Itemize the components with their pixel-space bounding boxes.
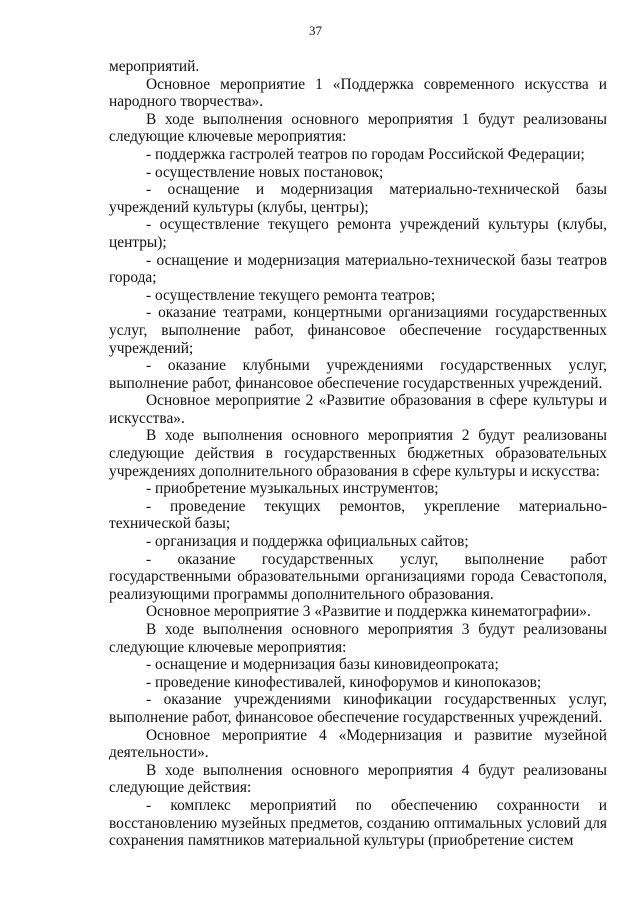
- paragraph: В ходе выполнения основного мероприятия 2 будут реализованы следующие действия в государственных бюджетных образовательных учреждениях дополнительного образования в сфере культуры и искусства:: [109, 427, 607, 480]
- list-item: - оснащение и модернизация материально-технической базы театров города;: [109, 251, 607, 287]
- list-item: - поддержка гастролей театров по городам Российской Федерации;: [146, 145, 585, 163]
- paragraph: Основное мероприятие 4 «Модернизация и развитие музейной деятельности».: [109, 726, 607, 762]
- paragraph: мероприятий.: [109, 58, 200, 75]
- paragraph: В ходе выполнения основного мероприятия 3 будут реализованы следующие ключевые мероприятия:: [109, 621, 607, 656]
- list-item: - оказание клубными учреждениями государственных услуг, выполнение работ, финансовое обеспечение государственных учреждений.: [109, 357, 607, 392]
- paragraph: В ходе выполнения основного мероприятия 4 будут реализованы следующие действия:: [109, 761, 607, 797]
- page-number: 37: [309, 23, 322, 38]
- list-item: - оснащение и модернизация базы киновидеопроката;: [146, 656, 499, 674]
- list-item: - организация и поддержка официальных сайтов;: [146, 533, 469, 551]
- list-item: - оснащение и модернизация материально-технической базы учреждений культуры (клубы, центры);: [109, 181, 607, 216]
- list-item: - осуществление новых постановок;: [146, 163, 384, 181]
- paragraph: Основное мероприятие 3 «Развитие и поддержка кинематографии».: [146, 603, 591, 621]
- list-item: - проведение кинофестивалей, кинофорумов и кинопоказов;: [146, 673, 542, 691]
- list-item: - приобретение музыкальных инструментов;: [146, 480, 439, 498]
- paragraph: Основное мероприятие 1 «Поддержка современного искусства и народного творчества».: [109, 75, 607, 111]
- paragraph: В ходе выполнения основного мероприятия 1 будут реализованы следующие ключевые мероприятия:: [109, 110, 607, 146]
- list-item: - оказание государственных услуг, выполнение работ государственными образовательными организациями города Севастополя, реализующими программы дополнительного образования.: [109, 550, 607, 603]
- list-item: - оказание театрами, концертными организациями государственных услуг, выполнение работ, финансовое обеспечение государственных учреждений;: [109, 304, 607, 357]
- list-item: - проведение текущих ремонтов, укрепление материально-технической базы;: [109, 497, 607, 533]
- list-item: - осуществление текущего ремонта театров;: [146, 286, 436, 304]
- paragraph: Основное мероприятие 2 «Развитие образования в сфере культуры и искусства».: [109, 392, 607, 427]
- list-item: - комплекс мероприятий по обеспечению сохранности и восстановлению музейных предметов, созданию оптимальных условий для сохранения памятников материальной культуры (приобретение систем: [109, 796, 607, 850]
- list-item: - осуществление текущего ремонта учреждений культуры (клубы, центры);: [109, 216, 607, 251]
- list-item: - оказание учреждениями кинофикации государственных услуг, выполнение работ, финансовое обеспечение государственных учреждений.: [109, 691, 607, 726]
- document-body: [109, 58, 607, 850]
